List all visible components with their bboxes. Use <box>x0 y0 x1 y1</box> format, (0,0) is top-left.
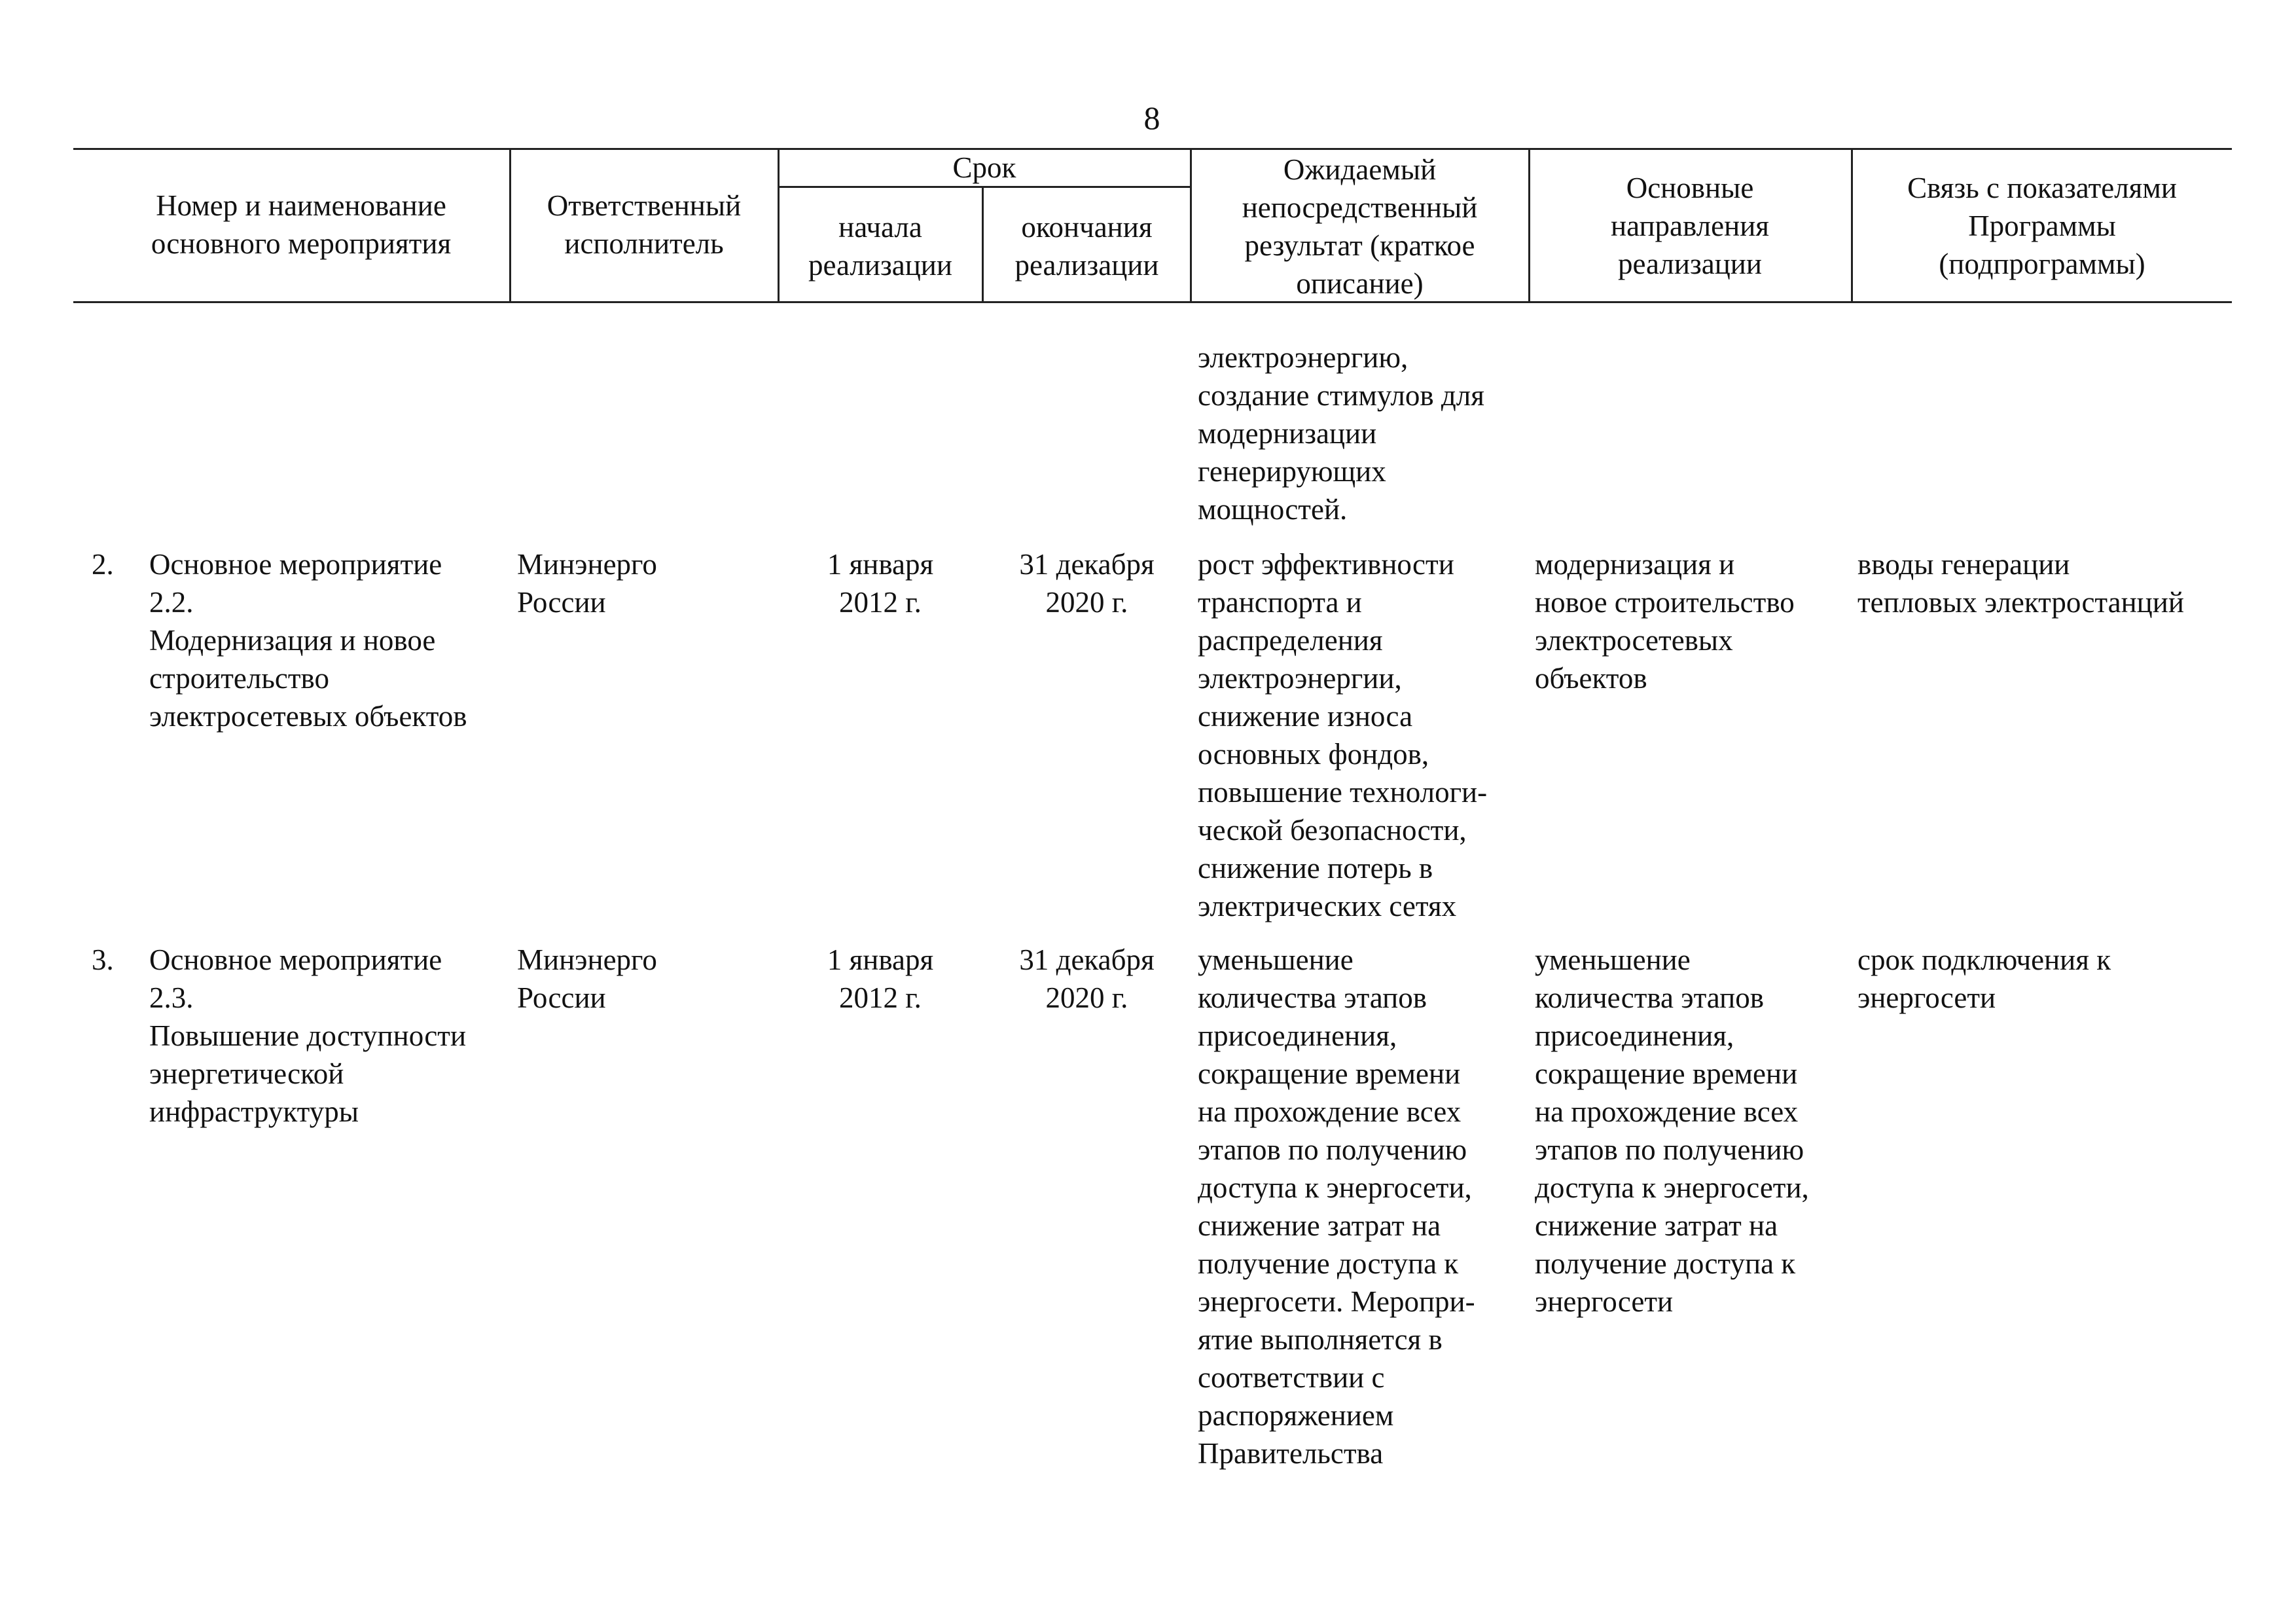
row-number: 2. <box>92 548 114 581</box>
row-indicators: вводы генерации тепловых электростанций <box>1857 548 2184 619</box>
row-executor: Минэнерго России <box>517 548 657 619</box>
header-directions: Основные направления реализации <box>1611 172 1769 280</box>
header-result: Ожидаемый непосредственный результат (краткое описание) <box>1242 153 1478 300</box>
row-end: 31 декабря 2020 г. <box>1019 548 1155 619</box>
row-result: рост эффективности транспорта и распределения электроэнергии, снижение износа основных фондов, повышение технологи- ческой безопасности, снижение потерь в электрических сетях <box>1198 548 1488 922</box>
row-indicators: срок подключения к энергосети <box>1857 943 2111 1014</box>
row-directions: уменьшение количества этапов присоединения, сокращение времени на прохождение всех этапов по получению доступа к энергосети, снижение затрат на получение доступа к энергосети <box>1535 943 1809 1318</box>
row-start: 1 января 2012 г. <box>827 548 934 619</box>
row-name: Основное мероприятие 2.2. Модернизация и новое строительство электросетевых объектов <box>149 548 467 733</box>
header-start: начала реализации <box>808 211 952 282</box>
row-directions: модернизация и новое строительство электросетевых объектов <box>1535 548 1795 695</box>
header-term: Срок <box>952 151 1016 184</box>
row-end: 31 декабря 2020 г. <box>1019 943 1155 1014</box>
row-name: Основное мероприятие 2.3. Повышение доступности энергетической инфраструктуры <box>149 943 467 1128</box>
header-executor: Ответственный исполнитель <box>547 189 742 260</box>
header-bottom-rule <box>73 301 2232 303</box>
row-number: 3. <box>92 943 114 976</box>
header-indicators: Связь с показателями Программы (подпрограммы) <box>1907 172 2177 280</box>
header-name: Номер и наименование основного мероприятия <box>151 189 452 260</box>
row-start: 1 января 2012 г. <box>827 943 934 1014</box>
header-end: окончания реализации <box>1014 211 1159 282</box>
row-result: уменьшение количества этапов присоединения, сокращение времени на прохождение всех этапов по получению доступа к энергосети, снижение затрат на получение доступа к энергосети. Меропри- ятие выполняется в соответствии с распоряжением Правительства <box>1198 943 1475 1470</box>
term-subheader-rule <box>778 186 1190 188</box>
continuation-result: электроэнергию, создание стимулов для модернизации генерирующих мощностей. <box>1198 341 1484 526</box>
row-executor: Минэнерго России <box>517 943 657 1014</box>
page-number: 8 <box>1143 100 1160 136</box>
